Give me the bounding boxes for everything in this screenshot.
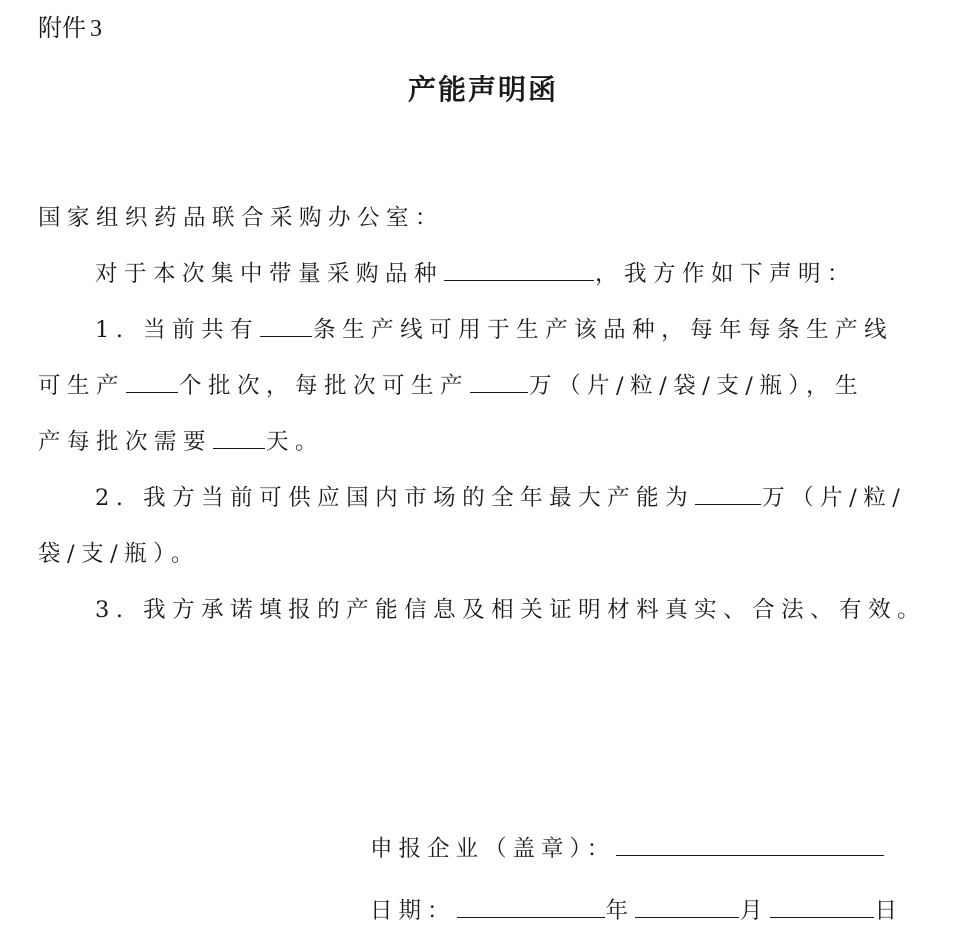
item1-text: 条生产线可用于生产该品种，每年每条生产线 [313,317,894,343]
day-label: 日 [874,898,904,924]
item3-line: 3. 我方承诺填报的产能信息及相关证明材料真实、合法、有效。 [95,597,927,623]
item2-line2: 袋/支/瓶）。 [38,541,200,567]
item2-text: 万（片/粒/ [762,485,907,511]
days-per-batch-blank[interactable] [213,428,265,449]
document-title: 产能声明函 [407,73,558,106]
production-lines-blank[interactable] [260,316,312,337]
item1-line3 [38,427,324,457]
item1-line1 [95,315,893,345]
item1-text: 天。 [266,429,325,455]
attachment-number: 3 [90,16,102,42]
company-seal-blank[interactable] [616,835,884,856]
date-line [370,896,903,926]
item1-text: 可生产 [38,373,126,399]
item1-text: 万（片/粒/袋/支/瓶），生 [529,373,865,399]
item1-line2 [38,371,864,401]
item1-text: 1. 当前共有 [95,317,260,343]
intro-line [95,259,856,289]
intro-text-before: 对于本次集中带量采购品种 [95,261,444,287]
item1-text: 个批次，每批次可生产 [179,373,470,399]
year-blank[interactable] [457,897,605,918]
max-capacity-blank[interactable] [695,484,761,505]
item2-line1 [95,483,906,513]
intro-text-after: ，我方作如下声明： [595,261,857,287]
company-signature-line [370,834,885,864]
day-blank[interactable] [770,897,874,918]
month-label: 月 [740,898,769,924]
batches-per-year-blank[interactable] [126,372,178,393]
year-label: 年 [605,898,635,924]
company-label: 申报企业（盖章）： [370,836,616,862]
month-blank[interactable] [635,897,739,918]
item1-text: 产每批次需要 [38,429,213,455]
units-per-batch-blank[interactable] [470,372,528,393]
product-name-blank[interactable] [444,260,594,281]
attachment-text: 附件 [38,14,86,42]
attachment-label [38,8,102,43]
item2-text: 2. 我方当前可供应国内市场的全年最大产能为 [95,485,695,511]
date-label: 日期： [370,898,456,924]
addressee: 国家组织药品联合采购办公室： [38,205,445,231]
